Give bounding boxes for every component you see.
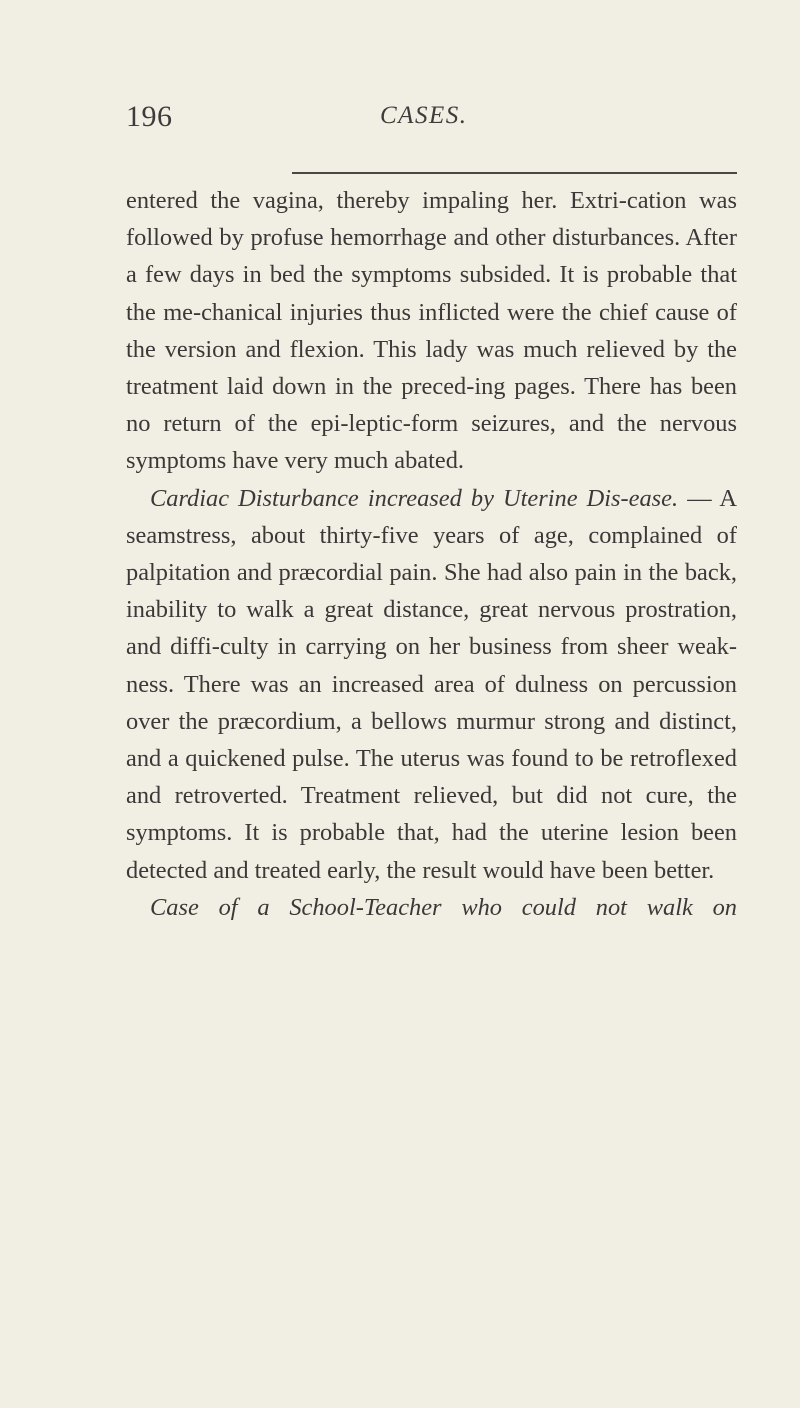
paragraph-continuation: entered the vagina, thereby impaling her. Extri-cation was followed by profuse hemorrhage and other disturbances. After a few days in bed the symptoms subsided. It is probable that the me-chanical injuries thus inflicted were the chief cause of the version and flexion. This lady was much relieved by the treatment laid down in the preced-ing pages. There has been no return of the epi-leptic-form seizures, and the nervous symptoms have very much abated. (126, 187, 737, 475)
case-heading-cardiac: Cardiac Disturbance increased by Uterine Dis-ease. (150, 484, 679, 512)
running-head (126, 100, 736, 140)
case-text-cardiac: A seamstress, about thirty-five years of age, complained of palpitation and præcordial pain. She had also pain in the back, inability to walk a great distance, great nervous prostration, and diffi-culty in carrying on her business from sheer weak-ness. There was an increased area of dulness on percussion over the præcordium, a bellows murmur strong and distinct, and a quickened pulse. The uterus was found to be retroflexed and retroverted. Treatment relieved, but did not cure, the symptoms. It is probable that, had the uterine lesion been detected and treated early, the result would have been better. (126, 484, 737, 884)
case-cardiac-disturbance (126, 480, 737, 889)
case-school-teacher (126, 889, 737, 926)
header-rule (292, 172, 737, 174)
running-title: CASES. (380, 102, 468, 129)
page-number: 196 (126, 100, 173, 133)
case-heading-school-teacher: Case of a School-Teacher who could not walk on (150, 893, 737, 921)
em-dash: — (678, 484, 720, 512)
body-text (126, 182, 737, 926)
